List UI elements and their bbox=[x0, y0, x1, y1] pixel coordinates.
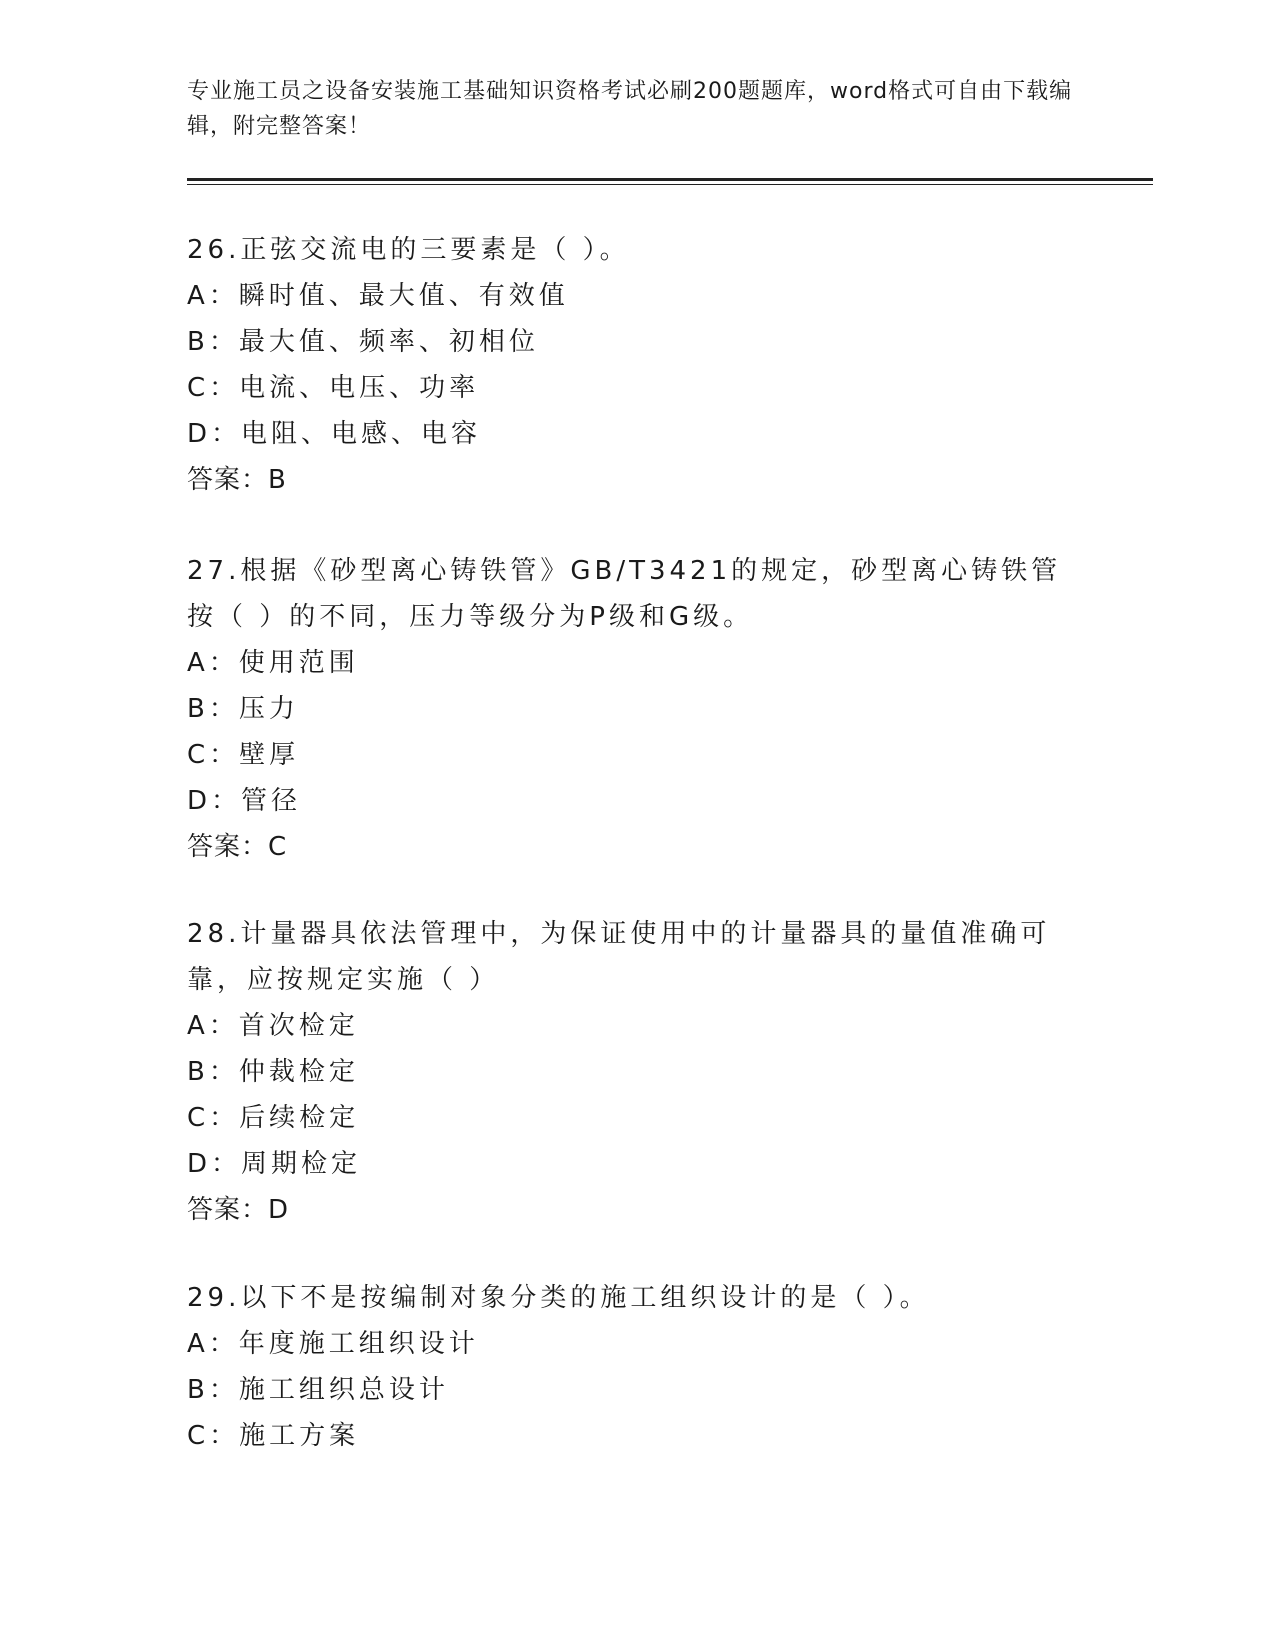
option-d: D：电阻、电感、电容 bbox=[187, 419, 482, 449]
option-c: C：壁厚 bbox=[187, 740, 300, 770]
option-c: C：电流、电压、功率 bbox=[187, 373, 480, 403]
answer: 答案：D bbox=[187, 1195, 290, 1225]
option-d: D：管径 bbox=[187, 786, 302, 816]
header-divider-thin bbox=[187, 184, 1153, 185]
option-a: A：年度施工组织设计 bbox=[187, 1329, 479, 1359]
answer: 答案：B bbox=[187, 465, 287, 495]
option-a: A：首次检定 bbox=[187, 1011, 359, 1041]
option-b: B：仲裁检定 bbox=[187, 1057, 359, 1087]
option-a: A：瞬时值、最大值、有效值 bbox=[187, 281, 569, 311]
option-c: C：施工方案 bbox=[187, 1421, 360, 1451]
option-a: A：使用范围 bbox=[187, 648, 359, 678]
question-29 bbox=[187, 1275, 1067, 1459]
question-26 bbox=[187, 227, 1067, 503]
question-stem: 28.计量器具依法管理中，为保证使用中的计量器具的量值准确可靠，应按规定实施（ ） bbox=[187, 919, 1051, 995]
option-c: C：后续检定 bbox=[187, 1103, 360, 1133]
document-intro: 专业施工员之设备安装施工基础知识资格考试必刷200题题库，word格式可自由下载编辑，附完整答案！ bbox=[187, 79, 1073, 139]
question-stem: 26.正弦交流电的三要素是（ ）。 bbox=[187, 235, 630, 265]
option-d: D：周期检定 bbox=[187, 1149, 362, 1179]
question-28 bbox=[187, 911, 1067, 1233]
question-27 bbox=[187, 548, 1067, 870]
option-b: B：最大值、频率、初相位 bbox=[187, 327, 539, 357]
question-stem: 27.根据《砂型离心铸铁管》GB/T3421的规定，砂型离心铸铁管按（ ）的不同，压力等级分为P级和G级。 bbox=[187, 556, 1062, 632]
option-b: B：压力 bbox=[187, 694, 299, 724]
answer: 答案：C bbox=[187, 832, 288, 862]
question-stem: 29.以下不是按编制对象分类的施工组织设计的是（ ）。 bbox=[187, 1283, 930, 1313]
header-divider-thick bbox=[187, 178, 1153, 181]
option-b: B：施工组织总设计 bbox=[187, 1375, 449, 1405]
